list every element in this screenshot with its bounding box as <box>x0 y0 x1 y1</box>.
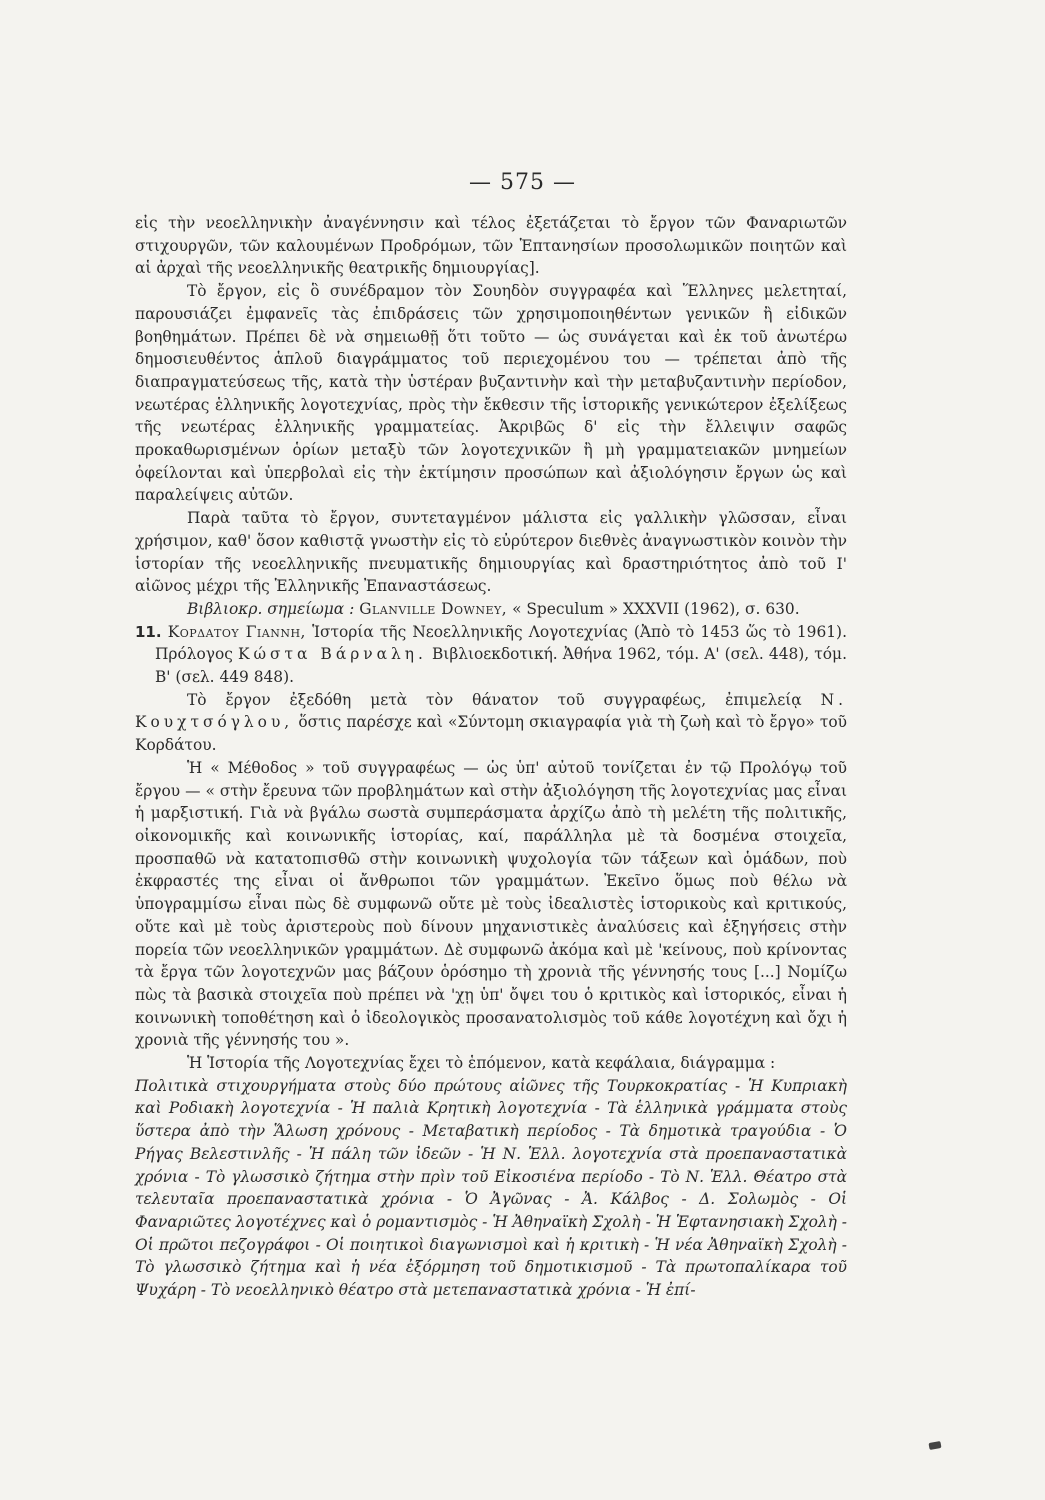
entry-number: 11. <box>135 622 162 641</box>
entry-author: Κορδατου Γιαννη, <box>167 622 306 641</box>
edition-editor: Ν. Κουχτσόγλου, <box>135 690 847 732</box>
entry-publication: Βιβλιοεκδοτική. Ἀθήνα 1962, τόμ. Α' (σελ. 448), τόμ. Β' (σελ. 449 848). <box>155 645 847 687</box>
bibliography-entry <box>135 621 847 689</box>
entry-prologue-author: Κώστα Βάρναλη. <box>237 645 427 664</box>
body-text <box>135 212 847 1302</box>
review-note-label: Βιβλιοκρ. σημείωμα : <box>187 599 355 618</box>
ink-mark <box>928 1441 941 1450</box>
paragraph-usefulness: Παρὰ ταῦτα τὸ ἔργον, συντεταγμένον μάλιστα εἰς γαλλικὴν γλῶσσαν, εἶναι χρήσιμον, καθ' ὅσον καθιστᾷ γνωστὴν εἰς τὸ εὐρύτερον διεθνὲς ἀναγνωστικὸν κοινὸν τὴν ἱστορίαν τῆς νεοελληνικῆς πνευματικῆς δημιουργίας καὶ δραστηριότητος ἀπὸ τοῦ Ι' αἰῶνος μέχρι τῆς Ἑλληνικῆς Ἐπαναστάσεως. <box>135 509 847 596</box>
paragraph-edition <box>135 689 847 757</box>
entry-title: Ἱστορία τῆς Νεοελληνικῆς Λογοτεχνίας (Ἀπὸ τὸ 1453 ὥς τὸ 1961). Πρόλογος <box>155 622 847 664</box>
review-note-source: « Speculum » XXXVII (1962), σ. 630. <box>512 599 800 618</box>
paragraph-continuation: εἰς τὴν νεοελληνικὴν ἀναγέννησιν καὶ τέλος ἐξετάζεται τὸ ἔργον τῶν Φαναριωτῶν στιχουργῶν, τῶν καλουμένων Προδρόμων, τῶν Ἑπτανησίων προσολωμικῶν ποιητῶν καὶ αἱ ἀρχαὶ τῆς νεοελληνικῆς θεατρικῆς δημιουργίας]. <box>135 214 847 278</box>
edition-text-b: ὅστις παρέσχε καὶ «Σύντομη σκιαγραφία γιὰ τὴ ζωὴ καὶ τὸ ἔργο» τοῦ Κορδάτου. <box>135 713 847 755</box>
review-note <box>135 598 847 621</box>
paragraph-outline-intro: Ἡ Ἱστορία τῆς Λογοτεχνίας ἔχει τὸ ἑπόμενον, κατὰ κεφάλαια, διάγραμμα : <box>187 1054 776 1073</box>
edition-text-a: Τὸ ἔργον ἐξεδόθη μετὰ τὸν θάνατον τοῦ συγγραφέως, ἐπιμελείᾳ <box>187 690 802 709</box>
paragraph-method-quote: Ἡ « Μέθοδος » τοῦ συγγραφέως — ὡς ὑπ' αὐτοῦ τονίζεται ἐν τῷ Προλόγῳ τοῦ ἔργου — « στὴν ἔρευνα τῶν προβλημάτων καὶ στὴν ἀξιολόγηση τῆς λογοτεχνίας μας εἶναι ἡ μαρξιστική. Γιὰ νὰ βγάλω σωστὰ συμπεράσματα ἀρχίζω ἀπὸ τὴ μελέτη τῆς πολιτικῆς, οἰκονομικῆς καὶ κοινωνικῆς ἱστορίας, καί, παράλληλα μὲ τὰ δοσμένα στοιχεῖα, προσπαθῶ νὰ κατατοπισθῶ στὴν κοινωνικὴ ψυχολογία τῶν τάξεων καὶ ὁμάδων, ποὺ ἐκφραστές της εἶναι οἱ ἄνθρωποι τῶν γραμμάτων. Ἐκεῖνο ὅμως ποὺ θέλω νὰ ὑπογραμμίσω εἶναι πὼς δὲ συμφωνῶ οὔτε μὲ τοὺς ἰδεαλιστὲς ἱστορικοὺς καὶ κριτικούς, οὔτε καὶ μὲ τοὺς ἀριστεροὺς ποὺ δίνουν μηχανιστικὲς ἀναλύσεις καὶ ἐξηγήσεις στὴν πορεία τῶν νεοελληνικῶν γραμμάτων. Δὲ συμφωνῶ ἀκόμα καὶ μὲ 'κείνους, ποὺ κρίνοντας τὰ ἔργα τῶν λογοτεχνῶν μας βάζουν ὁρόσημο τὴ χρονιὰ τῆς γέννησής τους [...] Νομίζω πὼς τὰ βασικὰ στοιχεῖα ποὺ πρέπει νὰ 'χῃ ὑπ' ὄψει του ὁ κριτικὸς καὶ ἱστορικός, εἶναι ἡ κοινωνικὴ τοποθέτηση καὶ ὁ ἰδεολογικὸς προσανατολισμὸς τοῦ κάθε λογοτέχνη καὶ ὄχι ἡ χρονιὰ τῆς γέννησής του ». <box>135 758 847 1050</box>
review-note-author: Glanville Downey, <box>359 599 508 618</box>
paragraph-assessment: Τὸ ἔργον, εἰς ὃ συνέδραμον τὸν Σουηδὸν συγγραφέα καὶ Ἕλληνες μελετηταί, παρουσιάζει ἐμφανεῖς τὰς ἐπιδράσεις τῶν χρησιμοποιηθέντων γενικῶν ἢ εἰδικῶν βοηθημάτων. Πρέπει δὲ νὰ σημειωθῇ ὅτι τοῦτο — ὡς συνάγεται καὶ ἐκ τοῦ ἀνωτέρω δημοσιευθέντος ἁπλοῦ διαγράμματος τοῦ περιεχομένου του — τρέπεται ἀπὸ τῆς διαπραγματεύσεως τῆς, κατὰ τὴν ὑστέραν βυζαντινὴν καὶ τὴν μεταβυζαντινὴν περίοδον, νεωτέρας ἑλληνικῆς λογοτεχνίας, πρὸς τὴν ἔκθεσιν τῆς ἱστορικῆς γενικώτερον ἐξελίξεως τῆς νεωτέρας ἑλληνικῆς γραμματείας. Ἀκριβῶς δ' εἰς τὴν ἔλλειψιν σαφῶς προκαθωρισμένων ὁρίων μεταξὺ τῶν λογοτεχνικῶν ἢ μὴ γραμματειακῶν μνημείων ὀφείλονται καὶ ὑπερβολαὶ εἰς τὴν ἐκτίμησιν προσώπων καὶ ἀξιολόγησιν ἔργων ὡς καὶ παραλείψεις αὐτῶν. <box>135 282 847 505</box>
paragraph-outline-list: Πολιτικὰ στιχουργήματα στοὺς δύο πρώτους αἰῶνες τῆς Τουρκοκρατίας - Ἡ Κυπριακὴ καὶ Ροδιακὴ λογοτεχνία - Ἡ παλιὰ Κρητικὴ λογοτεχνία - Τὰ ἑλληνικὰ γράμματα στοὺς ὕστερα ἀπὸ τὴν Ἅλωση χρόνους - Μεταβατικὴ περίοδος - Τὰ δημοτικὰ τραγούδια - Ὁ Ρήγας Βελεστινλῆς - Ἡ πάλη τῶν ἰδεῶν - Ἡ Ν. Ἑλλ. λογοτεχνία στὰ προεπαναστατικὰ χρόνια - Τὸ γλωσσικὸ ζήτημα στὴν πρὶν τοῦ Εἰκοσιένα περίοδο - Τὸ Ν. Ἑλλ. Θέατρο στὰ τελευταῖα προεπαναστατικὰ χρόνια - Ὁ Ἀγῶνας - Ἀ. Κάλβος - Δ. Σολωμὸς - Οἱ Φαναριῶτες λογοτέχνες καὶ ὁ ρομαντισμὸς - Ἡ Ἀθηναϊκὴ Σχολὴ - Ἡ Ἑφτανησιακὴ Σχολὴ - Οἱ πρῶτοι πεζογράφοι - Οἱ ποιητικοὶ διαγωνισμοὶ καὶ ἡ κριτικὴ - Ἡ νέα Ἀθηναϊκὴ Σχολὴ - Τὸ γλωσσικὸ ζήτημα καὶ ἡ νέα ἐξόρμηση τοῦ δημοτικισμοῦ - Τὰ πρωτοπαλίκαρα τοῦ Ψυχάρη - Τὸ νεοελληνικὸ θέατρο στὰ μετεπαναστατικὰ χρόνια - Ἡ ἐπί- <box>135 1076 847 1300</box>
page-number: — 575 — <box>469 170 576 195</box>
